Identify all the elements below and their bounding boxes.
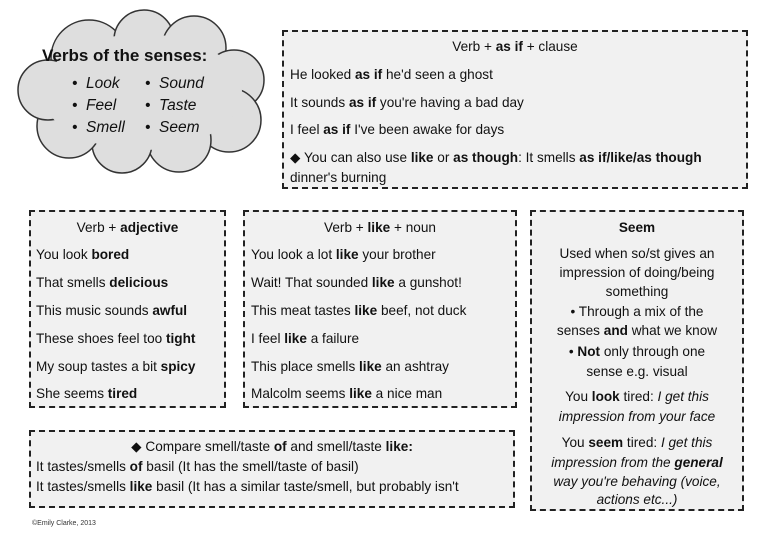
adjective-box [29, 210, 226, 408]
seem-bullet-not-continued: sense e.g. visual [586, 364, 688, 379]
adjective-example: This music sounds awful [36, 303, 188, 318]
seem-bullet-mix: • Through a mix of the [570, 304, 704, 319]
seem-seem-explanation: impression from the general [551, 455, 723, 470]
like-noun-example: This place smells like an ashtray [251, 359, 449, 374]
adjective-example: You look bored [36, 247, 130, 262]
cloud-verb-smell: • Smell [72, 119, 125, 136]
as-if-tip-continued: dinner's burning [290, 170, 387, 185]
seem-look-explanation: impression from your face [558, 409, 716, 424]
like-noun-example: This meat tastes like beef, not duck [251, 303, 467, 318]
compare-example-of: It tastes/smells of basil (It has the smell/taste of basil) [36, 459, 359, 474]
as-if-box [282, 30, 748, 189]
seem-heading: Seem [618, 220, 656, 235]
like-noun-box [243, 210, 517, 408]
cloud-verb-sound: • Sound [145, 75, 204, 92]
copyright: ©Emily Clarke, 2013 [32, 520, 96, 527]
adjective-example: She seems tired [36, 386, 138, 401]
compare-heading: ◆ Compare smell/taste of and smell/taste like: [131, 439, 413, 454]
compare-example-like: It tastes/smells like basil (It has a similar taste/smell, but probably isn't [36, 479, 459, 494]
seem-bullet-mix-continued: senses and what we know [556, 323, 718, 338]
compare-box [29, 430, 515, 508]
seem-look-example: You look tired: I get this [565, 389, 709, 404]
adjective-example: That smells delicious [36, 275, 169, 290]
cloud-verb-look: • Look [72, 75, 120, 92]
adjective-heading: Verb + adjective [76, 220, 179, 235]
like-noun-heading: Verb + like + noun [324, 220, 436, 235]
seem-intro-line: something [605, 284, 669, 299]
cloud-verb-taste: • Taste [145, 97, 197, 114]
seem-seem-example: You seem tired: I get this [561, 435, 713, 450]
cloud-title: Verbs of the senses: [42, 46, 208, 65]
like-noun-example: Wait! That sounded like a gunshot! [251, 275, 462, 290]
like-noun-example: Malcolm seems like a nice man [251, 386, 443, 401]
seem-bullet-not: • Not only through one [568, 344, 706, 359]
cloud-verb-seem: • Seem [145, 119, 200, 136]
as-if-example-1: He looked as if he'd seen a ghost [290, 67, 493, 82]
as-if-example-3: I feel as if I've been awake for days [290, 122, 505, 137]
cloud-verb-feel: • Feel [72, 97, 117, 114]
adjective-example: My soup tastes a bit spicy [36, 359, 196, 374]
like-noun-example: You look a lot like your brother [251, 247, 436, 262]
seem-intro-line: impression of doing/being [559, 265, 715, 280]
seem-seem-explanation: way you're behaving (voice, [553, 474, 721, 489]
adjective-example: These shoes feel too tight [36, 331, 196, 346]
as-if-example-2: It sounds as if you're having a bad day [290, 95, 524, 110]
seem-box [530, 210, 744, 511]
like-noun-example: I feel like a failure [251, 331, 360, 346]
seem-intro-line: Used when so/st gives an [559, 246, 715, 261]
seem-seem-explanation: actions etc...) [596, 492, 678, 507]
as-if-heading: Verb + as if + clause [452, 39, 578, 54]
as-if-tip: ◆ You can also use like or as though: It smells as if/like/as though [290, 150, 702, 165]
